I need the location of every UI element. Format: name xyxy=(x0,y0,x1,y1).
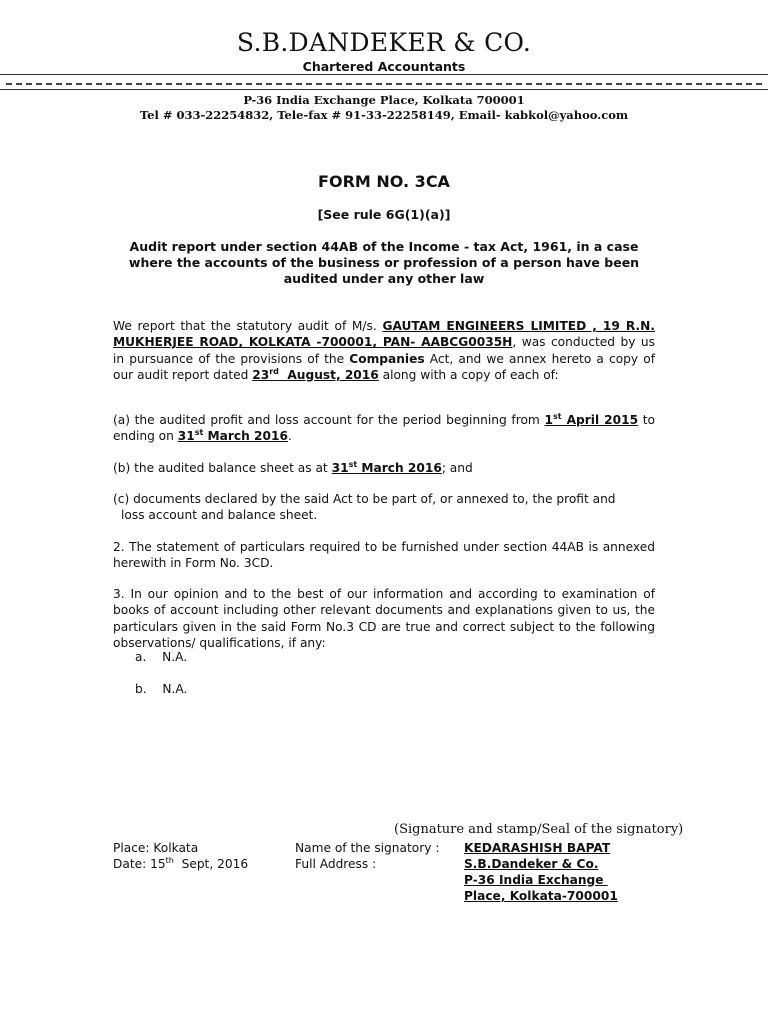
period-start-day: 1 xyxy=(544,413,553,427)
observation-text: N.A. xyxy=(162,682,188,696)
date-suffix: th xyxy=(165,855,174,865)
period-start-rest: April 2015 xyxy=(561,413,639,427)
item-b xyxy=(113,460,655,476)
date-rest: Sept, 2016 xyxy=(173,857,249,871)
intro-text-2: , was conducted by us in pursuance of the provisions of the xyxy=(113,335,655,366)
observation-item xyxy=(135,681,187,697)
item-c xyxy=(113,491,655,524)
paragraph-2: 2. The statement of particulars required to be furnished under section 44AB is annexed herewith in Form No. 3CD. xyxy=(113,540,655,571)
intro-text-1: We report that the statutory audit of M/s. xyxy=(113,319,383,333)
report-date-rest: August, 2016 xyxy=(278,367,379,382)
address-line: S.B.Dandeker & Co. xyxy=(464,857,599,871)
intro-paragraph xyxy=(113,318,655,383)
firm-contact: Tel # 033-22254832, Tele-fax # 91-33-22258149, Email- kabkol@yahoo.com xyxy=(139,108,629,122)
item-c-line-2: loss account and balance sheet. xyxy=(121,508,318,523)
observation-marker: b. xyxy=(135,682,147,696)
item-c-line-1: (c) documents declared by the said Act to be part of, or annexed to, the profit and xyxy=(113,492,616,506)
signatory-name-label: Name of the signatory : xyxy=(295,841,440,855)
period-start-suffix: st xyxy=(552,411,562,421)
company-details: GAUTAM ENGINEERS LIMITED , 19 R.N. MUKHERJEE ROAD, KOLKATA -700001, PAN- AABCG0035H xyxy=(113,319,656,350)
firm-address: P-36 India Exchange Place, Kolkata 700001 xyxy=(243,93,525,107)
firm-subtitle: Chartered Accountants xyxy=(302,59,466,74)
full-address-label: Full Address : xyxy=(295,857,377,871)
date-label xyxy=(113,856,248,872)
item-a-text-2: to ending on xyxy=(113,413,656,444)
header-rule-top xyxy=(0,74,768,75)
form-title: FORM NO. 3CA xyxy=(318,172,450,191)
balance-sheet-suffix: st xyxy=(348,459,358,469)
signature-caption: (Signature and stamp/Seal of the signatory) xyxy=(394,822,684,837)
observation-marker: a. xyxy=(135,650,147,664)
balance-sheet-date xyxy=(332,461,442,475)
firm-name: S.B.DANDEKER & CO. xyxy=(236,28,532,57)
place-label: Place: Kolkata xyxy=(113,841,199,855)
item-a xyxy=(113,412,655,445)
period-end-date xyxy=(178,429,288,443)
item-a-text-3: . xyxy=(287,429,292,444)
date-prefix: Date: 15 xyxy=(113,857,166,871)
period-end-rest: March 2016 xyxy=(203,429,288,444)
act-name: Companies xyxy=(349,351,425,366)
report-date-suffix: rd xyxy=(269,366,279,376)
observation-item xyxy=(135,649,187,665)
audit-heading: Audit report under section 44AB of the Income - tax Act, 1961, in a case where the accounts of the business or profession of a person have been audited under any other law xyxy=(128,239,640,286)
observation-text: N.A. xyxy=(162,650,188,664)
item-b-text-2: ; and xyxy=(441,461,473,475)
address-line: Place, Kolkata-700001 xyxy=(464,889,618,903)
item-a-text-1: (a) the audited profit and loss account for the period beginning from xyxy=(113,413,545,427)
intro-text-3: Act, and we annex hereto a copy of our audit report dated xyxy=(113,351,655,382)
signatory-name: KEDARASHISH BAPAT xyxy=(464,841,611,855)
period-end-day: 31 xyxy=(177,429,195,444)
paragraph-3: 3. In our opinion and to the best of our information and according to examination of books of account including other relevant documents and explanations given to us, the particulars given in the said Form No.3 CD are true and correct subject to the following observations/ qualifications, if any: xyxy=(113,587,655,650)
rule-reference: [See rule 6G(1)(a)] xyxy=(317,207,451,222)
period-end-suffix: st xyxy=(194,428,204,438)
balance-sheet-day: 31 xyxy=(331,461,349,475)
report-date-day: 23 xyxy=(252,367,270,382)
balance-sheet-rest: March 2016 xyxy=(357,461,442,475)
period-start-date xyxy=(544,413,638,427)
item-b-text-1: (b) the audited balance sheet as at xyxy=(113,461,332,475)
address-line: P-36 India Exchange xyxy=(464,873,608,887)
header-rule-bottom xyxy=(0,89,768,90)
report-date xyxy=(252,368,379,382)
intro-text-4: along with a copy of each of: xyxy=(378,367,559,382)
